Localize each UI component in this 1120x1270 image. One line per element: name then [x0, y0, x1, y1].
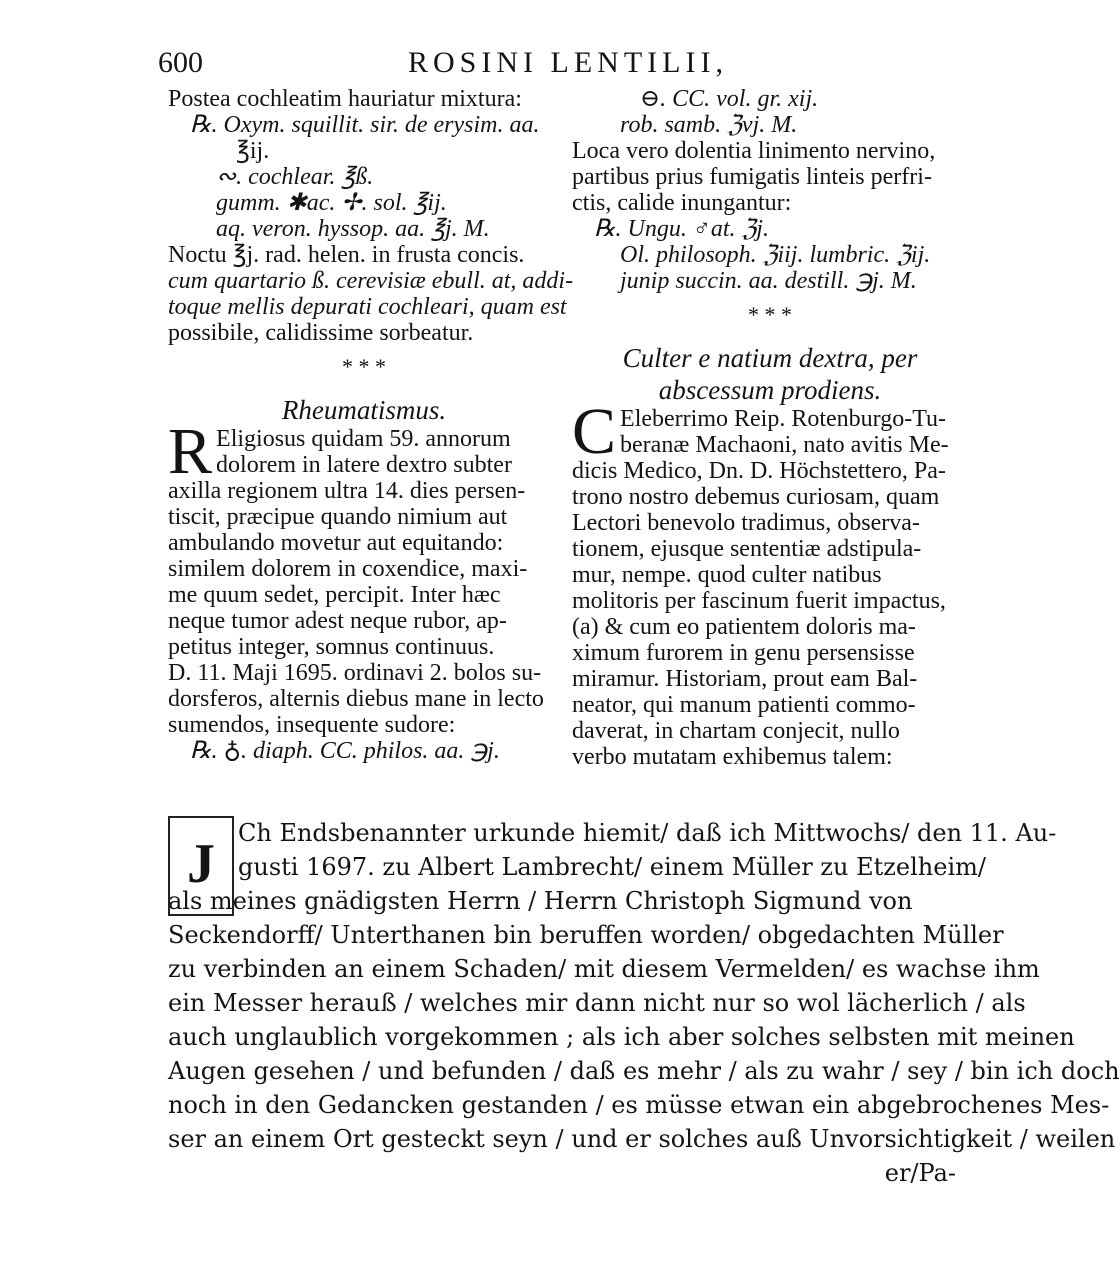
- right-column: [572, 86, 968, 770]
- drop-cap: R: [168, 415, 213, 488]
- text-line: rob. samb. ℨvj. M.: [620, 112, 798, 138]
- text-line: junip succin. aa. destill. ℈j. M.: [620, 268, 917, 294]
- text-line: neator, qui manum patienti commo-: [572, 692, 916, 718]
- text-line: verbo mutatam exhibemus talem:: [572, 744, 893, 770]
- text-line: zu verbinden an einem Schaden/ mit diesem Vermelden/ es wachse ihm: [168, 955, 1040, 983]
- text-line: aq. veron. hyssop. aa. ℥j. M.: [216, 216, 490, 242]
- section-stars: * * *: [342, 354, 386, 379]
- text-line: ⊖. CC. vol. gr. xij.: [640, 86, 819, 112]
- text-line: partibus prius fumigatis linteis perfri-: [572, 164, 932, 190]
- paragraph: [168, 415, 560, 764]
- text-line: tiscit, præcipue quando nimium aut: [168, 504, 508, 530]
- text-line: sumendos, insequente sudore:: [168, 712, 456, 738]
- text-line: D. 11. Maji 1695. ordinavi 2. bolos su-: [168, 660, 542, 686]
- text-line: Lectori benevolo tradimus, observa-: [572, 510, 920, 536]
- text-line: ℞. Oxym. squillit. sir. de erysim. aa.: [190, 112, 540, 138]
- german-text-block: [168, 816, 1120, 1190]
- text-line: mur, nempe. quod culter natibus: [572, 562, 882, 588]
- text-line: Noctu ℥j. rad. helen. in frusta concis.: [168, 242, 525, 268]
- paragraph: [572, 395, 968, 770]
- text-line: Postea cochleatim hauriatur mixtura:: [168, 86, 522, 112]
- drop-cap: J: [168, 816, 234, 916]
- text-line: possibile, calidissime sorbeatur.: [168, 320, 474, 346]
- text-line: ℞. Ungu. ♂at. ℨj.: [594, 216, 769, 242]
- text-line: Ol. philosoph. ℨiij. lumbric. ℨij.: [620, 242, 931, 268]
- text-line: auch unglaublich vorgekommen ; als ich aber solches selbsten mit meinen: [168, 1023, 1075, 1051]
- section-heading: abscessum prodiens.: [658, 375, 882, 405]
- text-line: molitoris per fascinum fuerit impactus,: [572, 588, 946, 614]
- text-line: axilla regionem ultra 14. dies persen-: [168, 478, 526, 504]
- text-line: similem dolorem in coxendice, maxi-: [168, 556, 528, 582]
- text-line: Augen gesehen / und befunden / daß es mehr / als zu wahr / sey / bin ich doch: [168, 1057, 1120, 1085]
- text-line: toque mellis depurati cochleari, quam est: [168, 294, 567, 320]
- text-line: Eleberrimo Reip. Rotenburgo-Tu-: [620, 406, 946, 432]
- text-line: noch in den Gedancken gestanden / es müsse etwan ein abgebrochenes Mes-: [168, 1091, 1110, 1119]
- text-line: daverat, in chartam conjecit, nullo: [572, 718, 900, 744]
- text-line: ein Messer herauß / welches mir dann nicht nur so wol lächerlich / als: [168, 989, 1026, 1017]
- left-column: [168, 86, 574, 764]
- section-heading: Culter e natium dextra, per: [622, 343, 918, 373]
- catchword: er/Pa-: [884, 1159, 956, 1187]
- running-head: ROSINI LENTILII,: [408, 46, 728, 79]
- drop-cap: C: [572, 395, 617, 468]
- page-header: [158, 46, 958, 86]
- text-line: gumm. ✱ac. ✢. sol. ℥ij.: [216, 190, 447, 216]
- page-number: 600: [158, 46, 203, 79]
- text-line: (a) & cum eo patientem doloris ma-: [572, 614, 916, 640]
- text-line: beranæ Machaoni, nato avitis Me-: [620, 432, 949, 458]
- text-line: ximum furorem in genu persensisse: [572, 640, 915, 666]
- text-line: Ch Endsbenannter urkunde hiemit/ daß ich Mittwochs/ den 11. Au-: [238, 819, 1057, 847]
- text-line: gusti 1697. zu Albert Lambrecht/ einem Müller zu Etzelheim/: [238, 853, 986, 881]
- text-line: trono nostro debemus curiosam, quam: [572, 484, 940, 510]
- section-heading: Rheumatismus.: [281, 395, 447, 425]
- text-line: tionem, ejusque sententiæ adstipula-: [572, 536, 922, 562]
- text-line: Eligiosus quidam 59. annorum: [216, 426, 511, 452]
- text-line: ℞. ♁. diaph. CC. philos. aa. ℈j.: [190, 738, 500, 764]
- text-line: dicis Medico, Dn. D. Höchstettero, Pa-: [572, 458, 946, 484]
- section-stars: * * *: [748, 302, 792, 327]
- text-line: dolorem in latere dextro subter: [216, 452, 512, 478]
- text-line: als meines gnädigsten Herrn / Herrn Christoph Sigmund von: [168, 887, 913, 915]
- text-line: miramur. Historiam, prout eam Bal-: [572, 666, 918, 692]
- text-line: Loca vero dolentia linimento nervino,: [572, 138, 936, 164]
- text-line: petitus integer, somnus continuus.: [168, 634, 495, 660]
- text-line: dorsferos, alternis diebus mane in lecto: [168, 686, 544, 712]
- text-line: ser an einem Ort gesteckt seyn / und er solches auß Unvorsichtigkeit / weilen: [168, 1125, 1116, 1153]
- text-line: ℥ij.: [236, 138, 270, 164]
- text-line: ctis, calide inungantur:: [572, 190, 792, 216]
- text-line: ∾. cochlear. ℥ß.: [216, 164, 374, 190]
- text-line: Seckendorff/ Unterthanen bin beruffen worden/ obgedachten Müller: [168, 921, 1004, 949]
- text-line: me quum sedet, percipit. Inter hæc: [168, 582, 501, 608]
- text-line: ambulando movetur aut equitando:: [168, 530, 504, 556]
- text-line: cum quartario ß. cerevisiæ ebull. at, addi-: [168, 268, 574, 294]
- text-line: neque tumor adest neque rubor, ap-: [168, 608, 507, 634]
